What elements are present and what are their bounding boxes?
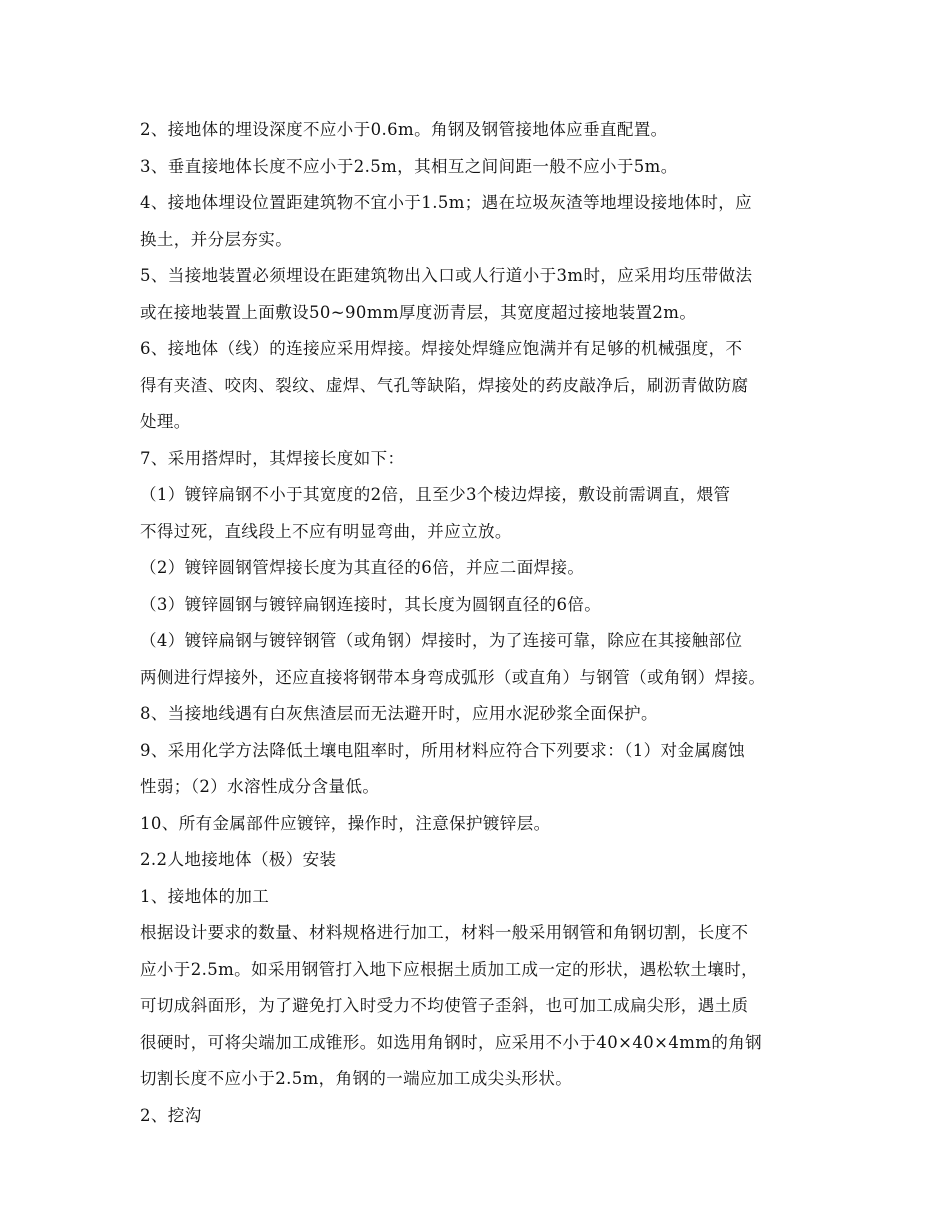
text-line: 切割长度不应小于2.5m，角钢的一端应加工成尖头形状。 [140, 1069, 573, 1088]
text-line: 6、接地体（线）的连接应采用焊接。焊接处焊缝应饱满并有足够的机械强度，不 [140, 339, 743, 358]
text-line: 7、采用搭焊时，其焊接长度如下： [140, 448, 405, 468]
text-line: 9、采用化学方法降低土壤电阻率时，所用材料应符合下列要求：（1）对金属腐蚀 [140, 740, 746, 760]
text-line: 不得过死，直线段上不应有明显弯曲，并应立放。 [140, 521, 512, 541]
text-line: 根据设计要求的数量、材料规格进行加工，材料一般采用钢管和角钢切割，长度不 [140, 923, 749, 942]
section-heading: 2.2人地接地体（极）安装 [140, 850, 337, 869]
text-line: 两侧进行焊接外，还应直接将钢带本身弯成弧形（或直角）与钢管（或角钢）焊接。 [140, 667, 766, 687]
text-line: （2）镀锌圆钢管焊接长度为其直径的6倍，并应二面焊接。 [140, 558, 585, 577]
text-line: 3、垂直接地体长度不应小于2.5m，其相互之间间距一般不应小于5m。 [140, 156, 678, 176]
text-line: （4）镀锌扁钢与镀锌钢管（或角钢）焊接时，为了连接可靠，除应在其接触部位 [140, 631, 743, 650]
text-line: 处理。 [140, 412, 191, 431]
text-line: 性弱；（2）水溶性成分含量低。 [140, 777, 380, 796]
text-line: 2、接地体的埋设深度不应小于0.6m。角钢及钢管接地体应垂直配置。 [140, 120, 668, 139]
subsection-heading: 2、挖沟 [140, 1105, 202, 1125]
text-line: 5、当接地装置必须埋设在距建筑物出入口或人行道小于3m时，应采用均压带做法 [140, 266, 753, 285]
text-line: 换土，并分层夯实。 [140, 229, 293, 249]
subsection-heading: 1、接地体的加工 [140, 886, 270, 906]
text-line: 得有夹渣、咬肉、裂纹、虚焊、气孔等缺陷，焊接处的药皮敲净后，刷沥青做防腐 [140, 375, 749, 395]
text-line: （3）镀锌圆钢与镀锌扁钢连接时，其长度为圆钢直径的6倍。 [140, 594, 602, 614]
text-line: 或在接地装置上面敷设50~90mm厚度沥青层，其宽度超过接地装置2m。 [140, 302, 697, 322]
text-line: 4、接地体埋设位置距建筑物不宜小于1.5m；遇在垃圾灰渣等地埋设接地体时，应 [140, 193, 753, 212]
text-line: 应小于2.5m。如采用钢管打入地下应根据土质加工成一定的形状，遇松软土壤时， [140, 959, 759, 979]
text-line: （1）镀锌扁钢不小于其宽度的2倍，且至少3个棱边焊接，敷设前需调直，煨管 [140, 485, 731, 504]
text-line: 10、所有金属部件应镀锌，操作时，注意保护镀锌层。 [140, 813, 551, 833]
text-line: 可切成斜面形，为了避免打入时受力不均使管子歪斜，也可加工成扁尖形，遇土质 [140, 996, 749, 1015]
text-line: 很硬时，可将尖端加工成锥形。如选用角钢时，应采用不小于40×40×4mm的角钢 [140, 1032, 763, 1052]
document-body [140, 112, 830, 1134]
text-line: 8、当接地线遇有白灰焦渣层而无法避开时，应用水泥砂浆全面保护。 [140, 704, 658, 723]
